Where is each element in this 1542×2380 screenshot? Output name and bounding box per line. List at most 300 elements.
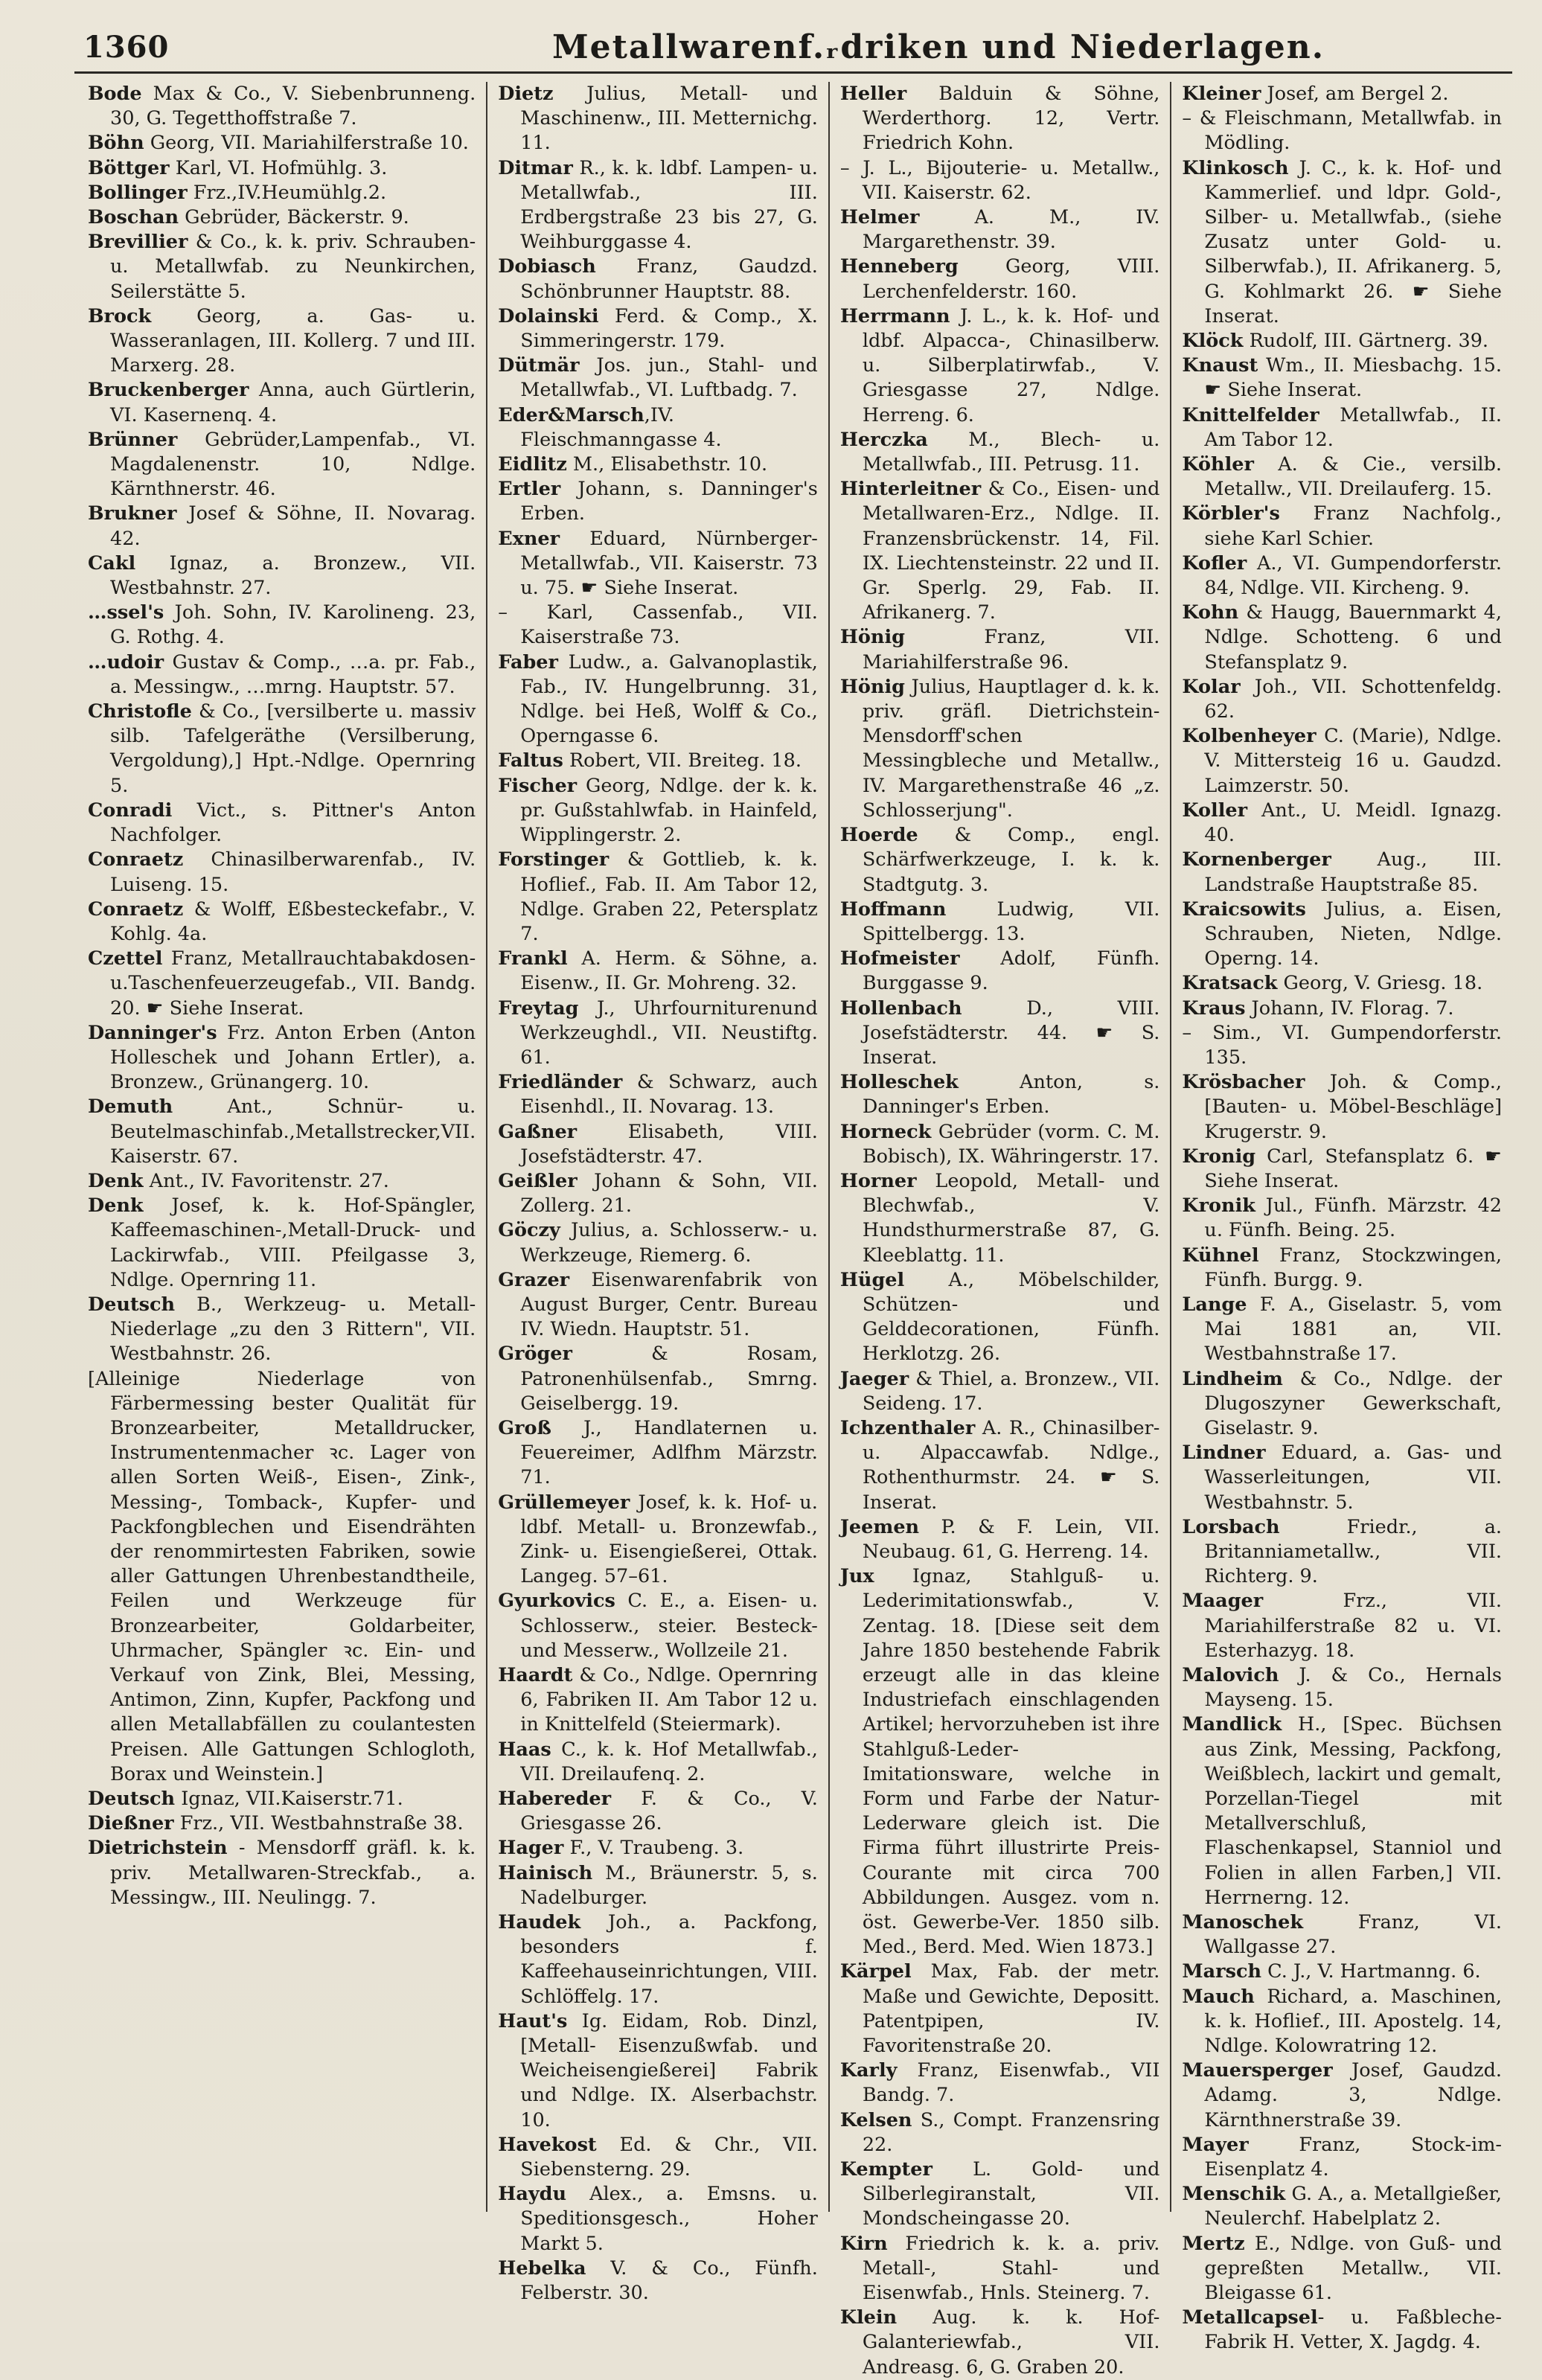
entry-name: Lange [1182, 1293, 1247, 1316]
directory-entry [1182, 848, 1502, 897]
directory-entry [88, 82, 476, 131]
directory-entry [1182, 2306, 1502, 2355]
entry-name: Hoerde [839, 824, 918, 847]
entry-details: Josef, am Bergel 2. [1261, 83, 1449, 105]
entry-name: Mauersperger [1182, 2059, 1333, 2082]
entry-details: A. R., Chinasilber- u. Alpaccawfab. Ndlge., Rothenthurmstr. 24. ☛ S. Inserat. [862, 1416, 1160, 1514]
directory-entry [840, 1960, 1160, 2058]
entry-name: Hinterleitner [839, 478, 982, 501]
entry-name: Dütmär [498, 354, 580, 377]
entry-details: Ant., Schnür- u. Beutelmaschinfab.,Metallstrecker,VII. Kaiserstr. 67. [110, 1095, 476, 1168]
entry-details: Gustav & Comp., …a. pr. Fab., a. Messingw., …mrng. Hauptstr. 57. [110, 650, 476, 698]
entry-details: Julius, Hauptlager d. k. k. priv. gräfl. Dietrichstein-Mensdorff'schen Messingbleche und Metallw., IV. Margarethenstraße 46 „z. Schlosserjung". [862, 675, 1160, 822]
directory-entry [1182, 601, 1502, 675]
entry-name: Dietrichstein [88, 1837, 228, 1860]
entry-name: Faber [498, 650, 558, 674]
entry-details: – J. L., Bijouterie- u. Metallw., VII. Kaiserstr. 62. [839, 156, 1160, 204]
entry-details: Gebrüder,Lampenfab., VI. Magdalenenstr. 10, Ndlge. Kärnthnerstr. 46. [110, 428, 476, 501]
directory-entry [498, 650, 818, 749]
directory-entry [498, 82, 818, 156]
directory-entry [498, 255, 818, 304]
directory-entry [498, 1218, 818, 1267]
entry-details: Karl, VI. Hofmühlg. 3. [169, 156, 388, 179]
directory-entry [1182, 452, 1502, 502]
directory-entry [840, 947, 1160, 996]
directory-entry [1182, 1515, 1502, 1590]
entry-name: Gyurkovics [498, 1590, 615, 1613]
entry-details: Ed. & Chr., VII. Siebensterng. 29. [520, 2133, 818, 2181]
entry-details: Eduard, Nürnberger-Metallwfab., VII. Kaiserstr. 73 u. 75. ☛ Siehe Inserat. [520, 527, 818, 600]
directory-entry [1182, 971, 1502, 996]
entry-name: Jux [839, 1565, 874, 1588]
directory-entry [498, 947, 818, 996]
entry-details: & Co., k. k. priv. Schrauben- u. Metallwfab. zu Neunkirchen, Seilerstätte 5. [110, 231, 476, 303]
entry-details: & Co., Ndlge. Opernring 6, Fabriken II. Am Tabor 12 u. in Knittelfeld (Steiermark). [520, 1664, 818, 1736]
entry-details: Ignaz, a. Bronzew., VII. Westbahnstr. 27. [110, 551, 476, 600]
entry-name: Conraetz [88, 898, 184, 921]
entry-details: Adolf, Fünfh. Burggasse 9. [862, 947, 1160, 995]
directory-entry [88, 1194, 476, 1293]
directory-entry [88, 205, 476, 230]
entry-name: Brukner [88, 502, 177, 525]
directory-entry [498, 1268, 818, 1343]
directory-entry [840, 1515, 1160, 1564]
entry-details: – & Fleischmann, Metallwfab. in Mödling. [1182, 107, 1503, 155]
entry-details: Frz., VII. Westbahnstraße 38. [173, 1812, 464, 1835]
directory-entry [498, 997, 818, 1071]
entry-name: Ditmar [498, 156, 573, 179]
entry-name: Menschik [1182, 2183, 1286, 2206]
entry-details: C. J., V. Hartmanng. 6. [1261, 1960, 1481, 1983]
column-4 [1171, 82, 1512, 2354]
directory-entry [1182, 724, 1502, 799]
entry-name: Kolar [1182, 675, 1241, 698]
entry-details: Alex., a. Emsns. u. Speditionsgesch., Hoher Markt 5. [520, 2183, 818, 2255]
directory-entry [498, 1589, 818, 1663]
directory-entry [498, 1787, 818, 1836]
directory-entry [1182, 106, 1502, 156]
entry-details: Ludw., a. Galvanoplastik, Fab., IV. Hungelbrunng. 31, Ndlge. bei Heß, Wolff & Co., Operngasse 6. [520, 650, 818, 748]
directory-entry [88, 181, 476, 205]
directory-entry [498, 354, 818, 403]
entry-details: & Co., Ndlge. der Dlugoszyner Gewerkschaft, Giselastr. 9. [1204, 1367, 1503, 1439]
directory-entry [498, 527, 818, 601]
directory-entry [1182, 1244, 1502, 1293]
directory-entry [840, 1070, 1160, 1119]
directory-entry [88, 551, 476, 601]
entry-name: Kirn [839, 2232, 888, 2255]
entry-details: B., Werkzeug- u. Metall-Niederlage „zu den 3 Rittern", VII. Westbahnstr. 26. [110, 1293, 476, 1366]
entry-details: Franz, VII. Mariahilferstraße 96. [862, 626, 1160, 674]
directory-entry [88, 1367, 476, 1787]
entry-details: Franz, Metallrauchtabakdosen-u.Taschenfeuerzeugefab., VII. Bandg. 20. ☛ Siehe Inserat. [110, 947, 476, 1020]
directory-entry [840, 2157, 1160, 2232]
entry-details: Josef & Söhne, II. Novarag. 42. [110, 502, 476, 550]
entry-details: Joh. & Comp., [Bauten- u. Möbel-Beschläge] Krugerstr. 9. [1204, 1071, 1503, 1143]
directory-entry [1182, 2058, 1502, 2133]
entry-details: V. & Co., Fünfh. Felberstr. 30. [520, 2256, 818, 2305]
entry-name: Gaßner [498, 1120, 578, 1143]
entry-name: Habereder [498, 1788, 612, 1811]
entry-name: Kofler [1182, 551, 1247, 575]
entry-name: Eder&Marsch [498, 403, 644, 426]
entry-name: Lindner [1182, 1442, 1266, 1465]
entry-name: Helmer [839, 206, 920, 229]
entry-name: Lorsbach [1182, 1515, 1280, 1538]
directory-entry [88, 1095, 476, 1169]
directory-entry [88, 601, 476, 650]
entry-details: Aug. k. k. Hof-Galanteriewfab., VII. Andreasg. 6, G. Graben 20. [862, 2306, 1160, 2379]
entry-name: Klein [839, 2306, 898, 2329]
entry-details: P. & F. Lein, VII. Neubaug. 61, G. Herreng. 14. [862, 1515, 1160, 1563]
directory-entry [498, 774, 818, 848]
entry-details: Anna, auch Gürtlerin, VI. Kasernenq. 4. [110, 379, 476, 426]
entry-name: Forstinger [498, 848, 610, 871]
directory-entry [840, 1169, 1160, 1268]
entry-details: – Sim., VI. Gumpendorferstr. 135. [1182, 1021, 1503, 1069]
entry-details: Johann, s. Danninger's Erben. [520, 478, 818, 525]
header-rule [74, 71, 1512, 74]
entry-name: …udoir [88, 650, 164, 674]
directory-entry [498, 1070, 818, 1119]
entry-name: Boschan [88, 206, 179, 229]
entry-name: Köhler [1182, 453, 1254, 476]
directory-entry [498, 1663, 818, 1738]
page-title: Metallwarenf.ᵣdriken und Niederlagen. [551, 28, 1325, 66]
directory-entry [840, 823, 1160, 898]
entry-details: J., Handlaternen u. Feuereimer, Adlfhm Märzstr. 71. [520, 1416, 818, 1489]
entry-name: Koller [1182, 799, 1248, 822]
entry-name: Haardt [498, 1664, 573, 1686]
entry-details: Josef, Gaudzd. Adamg. 3, Ndlge. Kärnthnerstraße 39. [1204, 2059, 1503, 2131]
directory-entry [1182, 2232, 1502, 2306]
directory-entry [1182, 329, 1502, 354]
entry-name: Malovich [1182, 1664, 1279, 1686]
entry-name: Czettel [88, 947, 163, 970]
entry-name: Freytag [498, 997, 579, 1020]
directory-entry [88, 230, 476, 304]
entry-name: Grüllemeyer [498, 1491, 630, 1514]
directory-entry [840, 898, 1160, 947]
entry-name: Haydu [498, 2183, 567, 2206]
entry-name: Cakl [88, 551, 136, 575]
entry-details: & Co., [versilberte u. massiv silb. Tafelgeräthe (Versilberung, Vergoldung),] Hpt.-Ndlge. Opernring 5. [110, 700, 476, 797]
entry-name: Mandlick [1182, 1713, 1282, 1736]
directory-entry [498, 1169, 818, 1218]
entry-name: Brevillier [88, 231, 188, 254]
entry-details: Franz, Stockzwingen, Fünfh. Burgg. 9. [1204, 1244, 1503, 1291]
entry-details: Chinasilberwarenfab., IV. Luiseng. 15. [110, 848, 476, 896]
entry-details: Franz, VI. Wallgasse 27. [1204, 1911, 1503, 1959]
entry-details: Ig. Eidam, Rob. Dinzl, [Metall- Eisenzußwfab. und Weicheisengießerei] Fabrik und Ndlge. IX. Alserbachstr. 10. [520, 2009, 818, 2131]
entry-details: Ant., U. Meidl. Ignazg. 40. [1204, 799, 1503, 847]
entry-details: Ignaz, VII.Kaiserstr.71. [175, 1788, 403, 1811]
entry-details: Franz, Stock-im-Eisenplatz 4. [1204, 2133, 1503, 2181]
entry-name: Manoschek [1182, 1911, 1304, 1934]
entry-name: Dolainski [498, 304, 599, 327]
entry-details: Anton, s. Danninger's Erben. [862, 1071, 1160, 1119]
entry-name: Marsch [1182, 1960, 1262, 1983]
entry-details: J., Uhrfourniturenund Werkzeughdl., VII. Neustiftg. 61. [520, 997, 818, 1069]
entry-name: Geißler [498, 1169, 578, 1192]
entry-details: D., VIII. Josefstädterstr. 44. ☛ S. Inserat. [862, 997, 1160, 1069]
entry-details: Julius, a. Eisen, Schrauben, Nieten, Ndlge. Operng. 14. [1204, 898, 1503, 970]
directory-entry [88, 898, 476, 947]
directory-entry [840, 625, 1160, 674]
entry-details: Eduard, a. Gas- und Wasserleitungen, VII. Westbahnstr. 5. [1204, 1442, 1503, 1514]
entry-name: Dobiasch [498, 255, 596, 278]
entry-details: Gebrüder (vorm. C. M. Bobisch), IX. Währingerstr. 17. [862, 1120, 1160, 1168]
entry-details: Balduin & Söhne, Werderthorg. 12, Vertr. Friedrich Kohn. [862, 83, 1160, 155]
entry-name: Hofmeister [839, 947, 960, 970]
directory-entry [840, 82, 1160, 156]
entry-name: Dietz [498, 83, 554, 105]
directory-entry [498, 1861, 818, 1910]
entry-name: Kempter [839, 2158, 932, 2181]
entry-details: C., k. k. Hof Metallwfab., VII. Dreilaufenq. 2. [520, 1738, 818, 1785]
entry-details: & Wolff, Eßbesteckefabr., V. Kohlg. 4a. [110, 898, 476, 945]
entry-details: F. A., Giselastr. 5, vom Mai 1881 an, VII. Westbahnstraße 17. [1204, 1293, 1503, 1366]
entry-name: Mertz [1182, 2232, 1245, 2255]
entry-details: Robert, VII. Breiteg. 18. [563, 749, 802, 772]
entry-details: M., Blech- u. Metallwfab., III. Petrusg. 11. [862, 428, 1160, 476]
entry-details: Johann & Sohn, VII. Zollerg. 21. [520, 1169, 818, 1218]
entry-details: Georg, VII. Mariahilferstraße 10. [144, 132, 469, 155]
directory-entry [498, 1342, 818, 1416]
entry-name: Exner [498, 527, 560, 550]
directory-entry [498, 304, 818, 354]
entry-details: & Rosam, Patronenhülsenfab., Smrng. Geiselbergg. 19. [520, 1343, 818, 1415]
directory-entry [88, 428, 476, 502]
entry-name: Deutsch [88, 1293, 176, 1316]
entry-details: Leopold, Metall- und Blechwfab., V. Hundsthurmerstraße 87, G. Kleeblattg. 11. [862, 1169, 1160, 1267]
entry-details: M., Elisabethstr. 10. [566, 453, 768, 476]
entry-details: Jos. jun., Stahl- und Metallwfab., VI. Luftbadg. 7. [520, 354, 818, 402]
entry-name: Haudek [498, 1911, 581, 1934]
entry-name: Brünner [88, 428, 178, 451]
entry-name: Klinkosch [1182, 156, 1289, 179]
entry-name: Kronig [1182, 1145, 1256, 1168]
directory-entry [88, 304, 476, 379]
entry-details: F., V. Traubeng. 3. [563, 1837, 744, 1860]
entry-name: Herrmann [839, 304, 950, 327]
entry-details: - u. Faßbleche-Fabrik H. Vetter, X. Jagdg. 4. [1204, 2306, 1503, 2354]
entry-details: J. & Co., Hernals Mayseng. 15. [1204, 1664, 1503, 1712]
directory-entry [88, 131, 476, 156]
directory-entry [88, 848, 476, 897]
entry-name: Bruckenberger [88, 379, 249, 402]
entry-details: - Mensdorff gräfl. k. k. priv. Metallwaren-Streckfab., a. Messingw., III. Neulingg. 7. [110, 1837, 476, 1909]
entry-details: Wm., II. Miesbachg. 15. ☛ Siehe Inserat. [1204, 354, 1503, 402]
entry-name: Haut's [498, 2009, 568, 2032]
entry-details: Elisabeth, VIII. Josefstädterstr. 47. [520, 1120, 818, 1168]
column-3 [830, 82, 1172, 2379]
entry-details: H., [Spec. Büchsen aus Zink, Messing, Packfong, Weißblech, lackirt und gemalt, Porzellan-Tiegel mit Metallverschluß, Flaschenkapsel, Stanniol und Folien in allen Farben,] VII. Herrnerng. 12. [1204, 1713, 1503, 1909]
directory-entry [88, 1021, 476, 1095]
entry-details: Franz, Gaudzd. Schönbrunner Hauptstr. 88. [520, 255, 818, 303]
entry-details: Vict., s. Pittner's Anton Nachfolger. [110, 799, 476, 847]
entry-details: A., Möbelschilder, Schützen- und Gelddecorationen, Fünfh. Herklotzg. 26. [862, 1268, 1160, 1366]
directory-entry [498, 1738, 818, 1787]
entry-name: Kraicsowits [1182, 898, 1306, 921]
entry-name: Henneberg [839, 255, 959, 278]
entry-name: Böhn [88, 132, 144, 155]
page-number: 1360 [83, 30, 170, 65]
entry-details: Georg, a. Gas- u. Wasseranlagen, III. Kollerg. 7 und III. Marxerg. 28. [110, 304, 476, 377]
directory-entry [88, 378, 476, 427]
directory-entry [840, 304, 1160, 428]
entry-details: Franz Nachfolg., siehe Karl Schier. [1204, 502, 1503, 550]
directory-entry [88, 650, 476, 700]
entry-details: Joh., a. Packfong, besonders f. Kaffeehauseinrichtungen, VIII. Schlöffelg. 17. [520, 1911, 818, 2008]
directory-entry [88, 700, 476, 799]
directory-entry [1182, 675, 1502, 724]
entry-name: Hollenbach [839, 997, 962, 1020]
entry-name: Fischer [498, 774, 578, 797]
entry-name: Kelsen [839, 2108, 912, 2131]
entry-details: Josef, k. k. Hof-Spängler, Kaffeemaschinen-,Metall-Druck- und Lackirwfab., VIII. Pfeilgasse 3, Ndlge. Opernring 11. [110, 1194, 476, 1291]
entry-name: Karly [839, 2059, 898, 2082]
entry-details: Josef, k. k. Hof- u. ldbf. Metall- u. Bronzewfab., Zink- u. Eisengießerei, Ottak. Langeg. 57–61. [520, 1491, 818, 1588]
directory-entry [840, 675, 1160, 823]
entry-details: G. A., a. Metallgießer, Neulerchf. Habelplatz 2. [1204, 2183, 1503, 2230]
entry-name: Kronik [1182, 1194, 1255, 1218]
directory-entry [1182, 1293, 1502, 1367]
directory-entry [1182, 1960, 1502, 1984]
directory-entry [498, 601, 818, 650]
entry-name: Metallcapsel [1182, 2306, 1318, 2329]
entry-details: J. C., k. k. Hof- und Kammerlief. und ldpr. Gold-, Silber- u. Metallwfab., (siehe Zusatz unter Gold- u. Silberwfab.), II. Afrikanerg. 5, G. Kohlmarkt 26. ☛ Siehe Inserat. [1204, 156, 1503, 327]
entry-details: Rudolf, III. Gärtnerg. 39. [1243, 330, 1489, 353]
entry-details: ,IV. Fleischmanngasse 4. [520, 403, 722, 451]
entry-name: Krösbacher [1182, 1071, 1305, 1094]
entry-details: Ignaz, Stahlguß- u. Lederimitationswfab., V. Zentag. 18. [Diese seit dem Jahre 1850 bestehende Fabrik erzeugt alle in das kleine Industriefach einschlagenden Artikel; hervorzuheben ist ihre Stahlguß-Leder-Imitationsware, welche in Form und Farbe der Natur-Lederware gleich ist. Die Firma führt illustrirte Preis-Courante mit circa 700 Abbildungen. Ausgez. vom n. öst. Gewerbe-Ver. 1850 silb. Med., Berd. Med. Wien 1873.] [862, 1565, 1160, 1959]
entry-details: C. (Marie), Ndlge. V. Mittersteig 16 u. Gaudzd. Laimzerstr. 50. [1204, 725, 1503, 797]
entry-name: Hönig [839, 626, 905, 649]
entry-name: Ichzenthaler [839, 1416, 976, 1439]
entry-name: Hainisch [498, 1861, 593, 1884]
entry-name: Kraus [1182, 997, 1246, 1020]
directory-entry [88, 799, 476, 848]
directory-entry [1182, 551, 1502, 601]
entry-name: Knaust [1182, 354, 1258, 377]
entry-details: A. Herm. & Söhne, a. Eisenw., II. Gr. Mohreng. 32. [520, 947, 818, 995]
entry-name: Denk [88, 1194, 144, 1218]
directory-entry [840, 2058, 1160, 2108]
entry-name: Knittelfelder [1182, 403, 1319, 426]
entry-name: …ssel's [88, 601, 164, 624]
entry-name: Eidlitz [498, 453, 567, 476]
directory-entry [840, 1564, 1160, 1960]
directory-entry [498, 403, 818, 452]
entry-name: Frankl [498, 947, 568, 970]
directory-entry [498, 1120, 818, 1169]
directory-entry [1182, 403, 1502, 452]
directory-entry [88, 1836, 476, 1910]
entry-name: Conradi [88, 799, 173, 822]
entry-details: Richard, a. Maschinen, k. k. Hoflief., III. Apostelg. 14, Ndlge. Kolowratring 12. [1204, 1985, 1503, 2058]
entry-name: Danninger's [88, 1021, 217, 1044]
entry-details: Frz. Anton Erben (Anton Holleschek und Johann Ertler), a. Bronzew., Grünangerg. 10. [110, 1021, 476, 1094]
entry-name: Böttger [88, 156, 170, 179]
directory-entry [498, 1416, 818, 1491]
entry-name: Holleschek [839, 1071, 959, 1094]
directory-entry [1182, 1910, 1502, 1960]
entry-details: A., VI. Gumpendorferstr. 84, Ndlge. VII. Kircheng. 9. [1204, 551, 1503, 600]
directory-entry [840, 2108, 1160, 2157]
entry-details: A. M., IV. Margarethenstr. 39. [862, 206, 1160, 254]
directory-entry [498, 1836, 818, 1861]
entry-name: Mauch [1182, 1985, 1255, 2008]
entry-details: Gebrüder, Bäckerstr. 9. [179, 206, 409, 229]
directory-entry [1182, 1021, 1502, 1070]
entry-name: Herczka [839, 428, 928, 451]
entry-name: Kühnel [1182, 1244, 1259, 1267]
entry-name: Grazer [498, 1268, 570, 1291]
entry-details: & Comp., engl. Schärfwerkzeuge, I. k. k. Stadtgutg. 3. [862, 824, 1160, 896]
entry-name: Gröger [498, 1343, 572, 1366]
entry-details: Jul., Fünfh. Märzstr. 42 u. Fünfh. Being. 25. [1204, 1194, 1503, 1242]
entry-details: Friedrich k. k. a. priv. Metall-, Stahl- und Eisenwfab., Hnls. Steinerg. 7. [862, 2232, 1160, 2305]
directory-entry [1182, 1589, 1502, 1663]
entry-details: & Schwarz, auch Eisenhdl., II. Novarag. 13. [520, 1071, 818, 1119]
entry-details: Ludwig, VII. Spittelbergg. 13. [862, 898, 1160, 945]
entry-name: Kolbenheyer [1182, 725, 1317, 748]
column-2 [487, 82, 830, 2305]
directory-entry [1182, 82, 1502, 106]
entry-name: Jaeger [839, 1367, 909, 1390]
entry-name: Groß [498, 1416, 551, 1439]
entry-details: Max, Fab. der metr. Maße und Gewichte, Depositt. Patentpipen, IV. Favoritenstraße 20. [862, 1960, 1160, 2058]
entry-details: Georg, Ndlge. der k. k. pr. Gußstahlwfab. in Hainfeld, Wipplingerstr. 2. [520, 774, 818, 847]
directory-entry [498, 749, 818, 773]
directory-entry [88, 1787, 476, 1811]
directory-entry [1182, 1663, 1502, 1712]
entry-name: Haas [498, 1738, 551, 1761]
directory-entry [88, 1811, 476, 1836]
entry-details: Georg, VIII. Lerchenfelderstr. 160. [862, 255, 1160, 303]
entry-details: – Karl, Cassenfab., VII. Kaiserstraße 73. [498, 601, 818, 649]
directory-entry [498, 156, 818, 255]
directory-entry [840, 997, 1160, 1071]
entry-details: Max & Co., V. Siebenbrunneng. 30, G. Tegetthoffstraße 7. [110, 83, 476, 130]
directory-entry [1182, 898, 1502, 972]
entry-name: Kratsack [1182, 972, 1278, 995]
entry-name: Demuth [88, 1095, 173, 1119]
entry-details: Friedr., a. Britanniametallw., VII. Richterg. 9. [1204, 1515, 1503, 1588]
entry-details: Joh. Sohn, IV. Karolineng. 23, G. Rothg. 4. [110, 601, 476, 649]
directory-entry [840, 255, 1160, 304]
column-1 [77, 82, 487, 2212]
entry-name: Hebelka [498, 2256, 586, 2280]
directory-entry [840, 1367, 1160, 1416]
entry-name: Dießner [88, 1812, 174, 1835]
entry-name: Horneck [839, 1120, 932, 1143]
entry-details: Franz, Eisenwfab., VII Bandg. 7. [862, 2059, 1160, 2107]
directory-entry [1182, 1145, 1502, 1194]
entry-details: M., Bräunerstr. 5, s. Nadelburger. [520, 1861, 818, 1909]
entry-name: Körbler's [1182, 502, 1280, 525]
entry-details: A. & Cie., versilb. Metallw., VII. Dreilauferg. 15. [1204, 453, 1503, 501]
directory-entry [1182, 502, 1502, 551]
directory-entry [1182, 799, 1502, 848]
directory-entry [1182, 1985, 1502, 2059]
directory-entry [840, 1268, 1160, 1367]
directory-entry [498, 477, 818, 526]
entry-name: Hager [498, 1837, 564, 1860]
entry-details: & Co., Eisen- und Metallwaren-Erz., Ndlge. II. Franzensbrückenstr. 14, Fil. IX. Liechtensteinstr. 22 und II. Gr. Sperlg. 29, Fab. II. Afrikanerg. 7. [862, 478, 1160, 624]
directory-entry [1182, 1441, 1502, 1515]
